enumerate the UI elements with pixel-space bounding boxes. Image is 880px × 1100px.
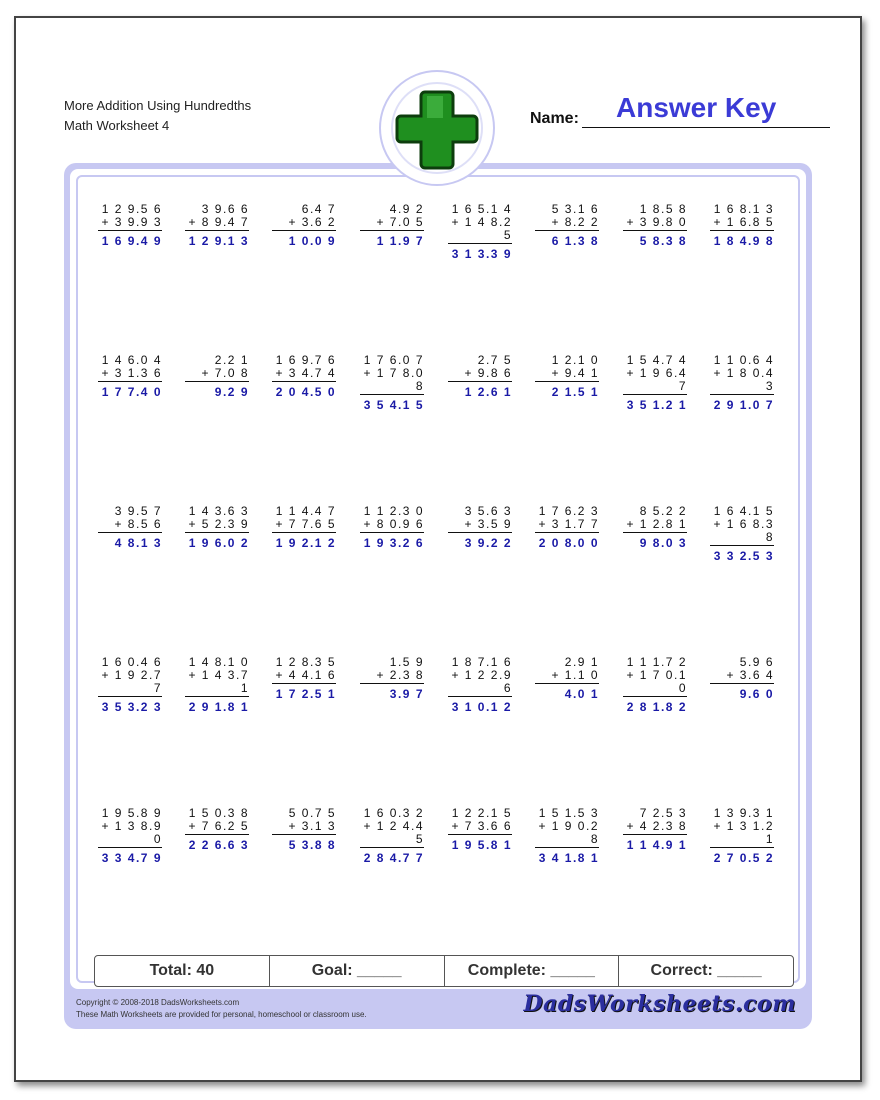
problem-addend-bottom: + 3 9.9 3 [98,216,162,231]
addition-problem [185,354,249,399]
problem-addend-top: 1 6 4.1 5 [713,504,774,518]
problem-answer: 1 6 9.4 9 [101,234,162,248]
problem-addend-top: 2.9 1 [564,655,599,669]
problem-answer: 1 7 7.4 0 [101,385,162,399]
problem-addend-bottom: + 1 4 3.7 1 [185,669,249,697]
name-line [582,127,830,128]
addition-problem [623,807,687,852]
problem-answer: 5 8.3 8 [639,234,687,248]
addition-problem [710,203,774,248]
problem-addend-top: 1 5 0.3 8 [188,806,249,820]
problem-addend-bottom: + 1 9 2.7 7 [98,669,162,697]
problem-addend-top: 1 2 2.1 5 [451,806,512,820]
problem-addend-top: 3 9.5 7 [114,504,162,518]
addition-problem [448,203,512,261]
problem-addend-top: 8 5.2 2 [639,504,687,518]
problem-addend-top: 1 4 6.0 4 [101,353,162,367]
problem-answer: 2 0 4.5 0 [275,385,336,399]
problem-addend-bottom: + 1 3 1.2 1 [710,820,774,848]
addition-problem [185,807,249,852]
problem-addend-top: 1 1 1.7 2 [626,655,687,669]
problem-addend-bottom: + 7 7.6 5 [272,518,336,533]
problem-addend-top: 1 2 9.5 6 [101,202,162,216]
problem-answer: 2 7 0.5 2 [713,851,774,865]
goal-cell: Goal: _____ [270,956,445,986]
addition-problem [272,203,336,248]
problem-addend-top: 1 3 9.3 1 [713,806,774,820]
problem-addend-bottom: + 1 6.8 5 [710,216,774,231]
problem-answer: 1 9 2.1 2 [275,536,336,550]
addition-problem [360,354,424,412]
problem-answer: 2 8 1.8 2 [626,700,687,714]
addition-problem [360,807,424,865]
addition-problem [710,505,774,563]
problem-addend-bottom: + 1 9 0.2 8 [535,820,599,848]
footer-text [76,997,367,1021]
problem-addend-top: 1 7 6.0 7 [363,353,424,367]
problem-addend-bottom: + 5 2.3 9 [185,518,249,533]
addition-problem [623,505,687,550]
addition-problem [185,505,249,550]
name-field [530,92,832,128]
problem-addend-top: 1 6 9.7 6 [275,353,336,367]
problem-addend-top: 1 6 0.4 6 [101,655,162,669]
problem-addend-top: 3 9.6 6 [201,202,249,216]
problem-answer: 1 0.0 9 [288,234,336,248]
problem-addend-bottom: + 4 4.1 6 [272,669,336,684]
addition-problem [360,656,424,701]
problem-answer: 2 2 6.6 3 [188,838,249,852]
problem-addend-top: 1.5 9 [389,655,424,669]
problem-addend-top: 4.9 2 [389,202,424,216]
name-label: Name: [530,110,579,127]
addition-problem [98,203,162,248]
problem-addend-bottom: + 3.6 4 [710,669,774,684]
problem-answer: 1 9 5.8 1 [451,838,512,852]
problem-addend-top: 1 6 8.1 3 [713,202,774,216]
problem-addend-bottom: + 3 9.8 0 [623,216,687,231]
problem-addend-top: 1 2.1 0 [551,353,599,367]
problem-addend-top: 1 6 0.3 2 [363,806,424,820]
problem-addend-bottom: + 1 2 4.4 5 [360,820,424,848]
problem-answer: 3.9 7 [389,687,424,701]
problem-addend-bottom: + 1 9 6.4 7 [623,367,687,395]
problem-addend-bottom: + 3.6 2 [272,216,336,231]
addition-problem [623,656,687,714]
addition-problem [623,203,687,248]
plus-badge [379,70,495,186]
problem-answer: 3 4 1.8 1 [538,851,599,865]
addition-problem [360,203,424,248]
addition-problem [448,354,512,399]
problem-addend-bottom: + 3 1.3 6 [98,367,162,382]
addition-problem [98,505,162,550]
problem-answer: 3 3 2.5 3 [713,549,774,563]
problem-addend-bottom: + 1 2.8 1 [623,518,687,533]
problem-answer: 1 2.6 1 [464,385,512,399]
problem-addend-top: 1 8.5 8 [639,202,687,216]
problem-frame [64,163,812,1029]
problem-answer: 9 8.0 3 [639,536,687,550]
addition-problem [535,354,599,399]
problem-answer: 3 5 4.1 5 [363,398,424,412]
worksheet-title-block [64,96,251,136]
addition-problem [360,505,424,550]
problem-addend-bottom: + 3.5 9 [448,518,512,533]
problem-answer: 1 1 4.9 1 [626,838,687,852]
problem-answer: 1 7 2.5 1 [275,687,336,701]
answer-key-label: Answer Key [616,92,777,123]
problem-addend-bottom: + 1 7 8.0 8 [360,367,424,395]
problem-area [70,169,806,989]
problem-addend-top: 1 9 5.8 9 [101,806,162,820]
problem-addend-top: 1 1 0.6 4 [713,353,774,367]
problem-addend-top: 3 5.6 3 [464,504,512,518]
addition-problem [272,505,336,550]
problem-answer: 1 2 9.1 3 [188,234,249,248]
problem-answer: 9.2 9 [214,385,249,399]
problem-answer: 6 1.3 8 [551,234,599,248]
copyright-text: Copyright © 2008-2018 DadsWorksheets.com [76,998,240,1007]
problem-addend-bottom: + 7.0 8 [185,367,249,382]
problem-addend-bottom: + 1 8 0.4 3 [710,367,774,395]
problem-answer: 2 9 1.0 7 [713,398,774,412]
problem-answer: 9.6 0 [739,687,774,701]
problem-addend-top: 1 2 8.3 5 [275,655,336,669]
problem-answer: 3 3 4.7 9 [101,851,162,865]
problem-answer: 3 5 3.2 3 [101,700,162,714]
correct-cell: Correct: _____ [650,962,762,979]
problem-addend-bottom: + 1 4 8.2 5 [448,216,512,244]
addition-problem [185,656,249,714]
problem-answer: 4.0 1 [564,687,599,701]
addition-problem [710,807,774,865]
totals-bar [94,955,794,987]
problem-addend-bottom: + 1 7 0.1 0 [623,669,687,697]
plus-icon [391,82,483,174]
usage-notice: These Math Worksheets are provided for personal, homeschool or classroom use. [76,1010,367,1019]
problem-addend-top: 1 6 5.1 4 [451,202,512,216]
problem-addend-top: 1 8 7.1 6 [451,655,512,669]
addition-problem [448,807,512,852]
problem-addend-bottom: + 1.1 0 [535,669,599,684]
addition-problem [535,807,599,865]
addition-problem [98,354,162,399]
problem-answer: 3 9.2 2 [464,536,512,550]
problem-answer: 2 9 1.8 1 [188,700,249,714]
problem-answer: 3 5 1.2 1 [626,398,687,412]
problem-answer: 5 3.8 8 [288,838,336,852]
problem-answer: 3 1 3.3 9 [451,247,512,261]
problem-addend-bottom: + 7 6.2 5 [185,820,249,835]
problem-answer: 2 8 4.7 7 [363,851,424,865]
problem-addend-top: 7 2.5 3 [639,806,687,820]
problem-grid [70,169,806,989]
addition-problem [272,354,336,399]
problem-addend-bottom: + 9.8 6 [448,367,512,382]
problem-addend-top: 1 5 1.5 3 [538,806,599,820]
problem-addend-top: 2.7 5 [477,353,512,367]
problem-addend-top: 1 4 8.1 0 [188,655,249,669]
problem-addend-bottom: + 8 0.9 6 [360,518,424,533]
addition-problem [535,656,599,701]
addition-problem [535,505,599,550]
addition-problem [98,807,162,865]
problem-addend-bottom: + 1 3 8.9 0 [98,820,162,848]
problem-addend-top: 5 0.7 5 [288,806,336,820]
problem-addend-top: 1 1 4.4 7 [275,504,336,518]
addition-problem [98,656,162,714]
addition-problem [448,656,512,714]
problem-addend-bottom: + 9.4 1 [535,367,599,382]
problem-answer: 3 1 0.1 2 [451,700,512,714]
addition-problem [448,505,512,550]
addition-problem [272,656,336,701]
problem-answer: 2 0 8.0 0 [538,536,599,550]
problem-addend-bottom: + 8.5 6 [98,518,162,533]
problem-addend-top: 6.4 7 [301,202,336,216]
worksheet-title: More Addition Using Hundredths [64,98,252,113]
addition-problem [535,203,599,248]
addition-problem [623,354,687,412]
problem-addend-top: 1 4 3.6 3 [188,504,249,518]
addition-problem [710,354,774,412]
complete-cell: Complete: _____ [445,956,620,986]
problem-addend-bottom: + 4 2.3 8 [623,820,687,835]
problem-addend-bottom: + 3 1.7 7 [535,518,599,533]
addition-problem [710,656,774,701]
problem-addend-bottom: + 1 6 8.3 8 [710,518,774,546]
problem-addend-bottom: + 2.3 8 [360,669,424,684]
problem-addend-bottom: + 7 3.6 6 [448,820,512,835]
problem-addend-bottom: + 8 9.4 7 [185,216,249,231]
worksheet-subtitle: Math Worksheet 4 [64,118,170,133]
problem-addend-bottom: + 7.0 5 [360,216,424,231]
problem-answer: 1 1.9 7 [376,234,424,248]
problem-addend-top: 2.2 1 [214,353,249,367]
problem-answer: 1 9 3.2 6 [363,536,424,550]
total-cell: Total: 40 [95,956,270,986]
problem-addend-bottom: + 8.2 2 [535,216,599,231]
problem-answer: 1 8 4.9 8 [713,234,774,248]
problem-answer: 1 9 6.0 2 [188,536,249,550]
addition-problem [185,203,249,248]
problem-addend-bottom: + 1 2 2.9 6 [448,669,512,697]
problem-addend-top: 5 3.1 6 [551,202,599,216]
problem-addend-top: 1 7 6.2 3 [538,504,599,518]
problem-addend-top: 1 1 2.3 0 [363,504,424,518]
problem-addend-top: 5.9 6 [739,655,774,669]
problem-answer: 4 8.1 3 [114,536,162,550]
problem-addend-bottom: + 3.1 3 [272,820,336,835]
problem-addend-top: 1 5 4.7 4 [626,353,687,367]
dadsworksheets-logo: DadsWorksheets.com [523,991,796,1017]
problem-answer: 2 1.5 1 [551,385,599,399]
problem-addend-bottom: + 3 4.7 4 [272,367,336,382]
addition-problem [272,807,336,852]
